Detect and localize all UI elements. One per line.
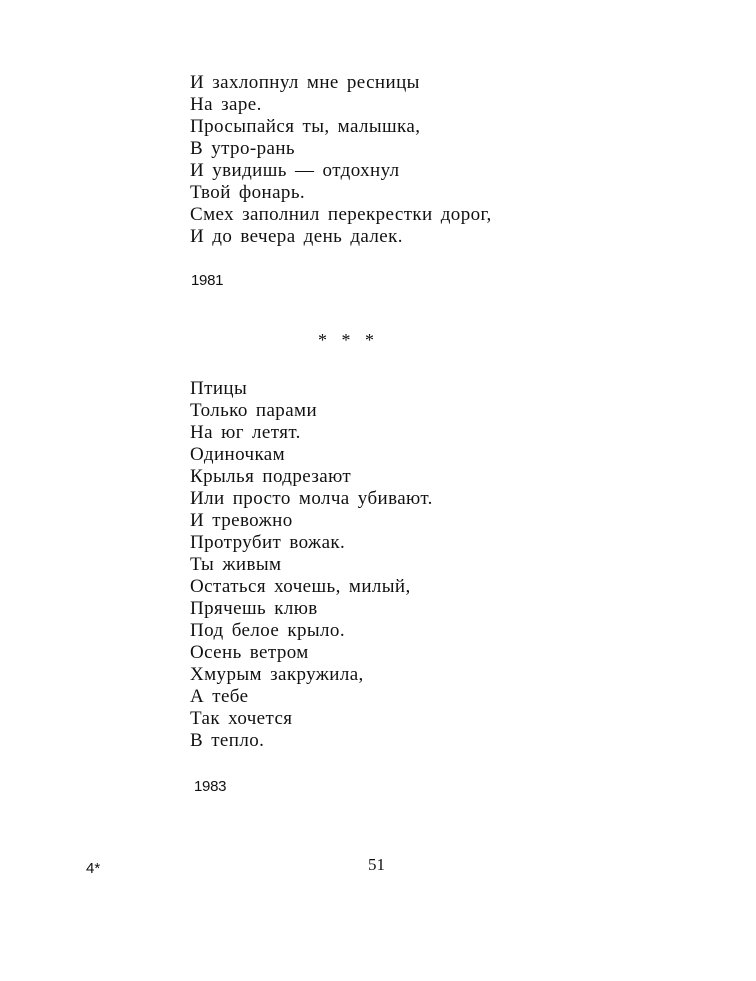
poem-2-year: 1983 [194,778,227,795]
poem-line: На заре. [190,94,262,115]
poem-line: Или просто молча убивают. [190,488,433,509]
poem-line: Осень ветром [190,642,309,663]
poem-line: Просыпайся ты, малышка, [190,116,421,137]
poem-line: Протрубит вожак. [190,532,346,553]
poem-line: Хмурым закружила, [190,664,364,685]
poem-line: А тебе [190,686,249,707]
poem-line: Твой фонарь. [190,182,306,203]
poem-line: И до вечера день далек. [190,226,403,247]
signature-mark: 4* [86,860,101,877]
poem-line: На юг летят. [190,422,301,443]
poem-line: И захлопнул мне ресницы [190,72,420,93]
poem-line: Птицы [190,378,248,399]
poem-line: В утро-рань [190,138,295,159]
poem-2 [190,378,433,752]
poem-line: И увидишь — отдохнул [190,160,400,181]
poem-line: Только парами [190,400,318,421]
page-number: 51 [368,855,385,874]
poem-line: Крылья подрезают [190,466,352,487]
poem-line: Остаться хочешь, милый, [190,576,411,597]
poem-line: В тепло. [190,730,265,751]
poem-line: Так хочется [190,708,293,729]
poem-line: Под белое крыло. [190,620,345,641]
poem-line: Одиночкам [190,444,286,465]
poem-1 [190,72,492,248]
poem-line: И тревожно [190,510,293,531]
poem-line: Смех заполнил перекрестки дорог, [190,204,492,225]
poem-line: Ты живым [190,554,282,575]
section-separator: * * * [318,330,374,350]
poem-line: Прячешь клюв [190,598,318,619]
poem-1-year: 1981 [191,272,224,289]
